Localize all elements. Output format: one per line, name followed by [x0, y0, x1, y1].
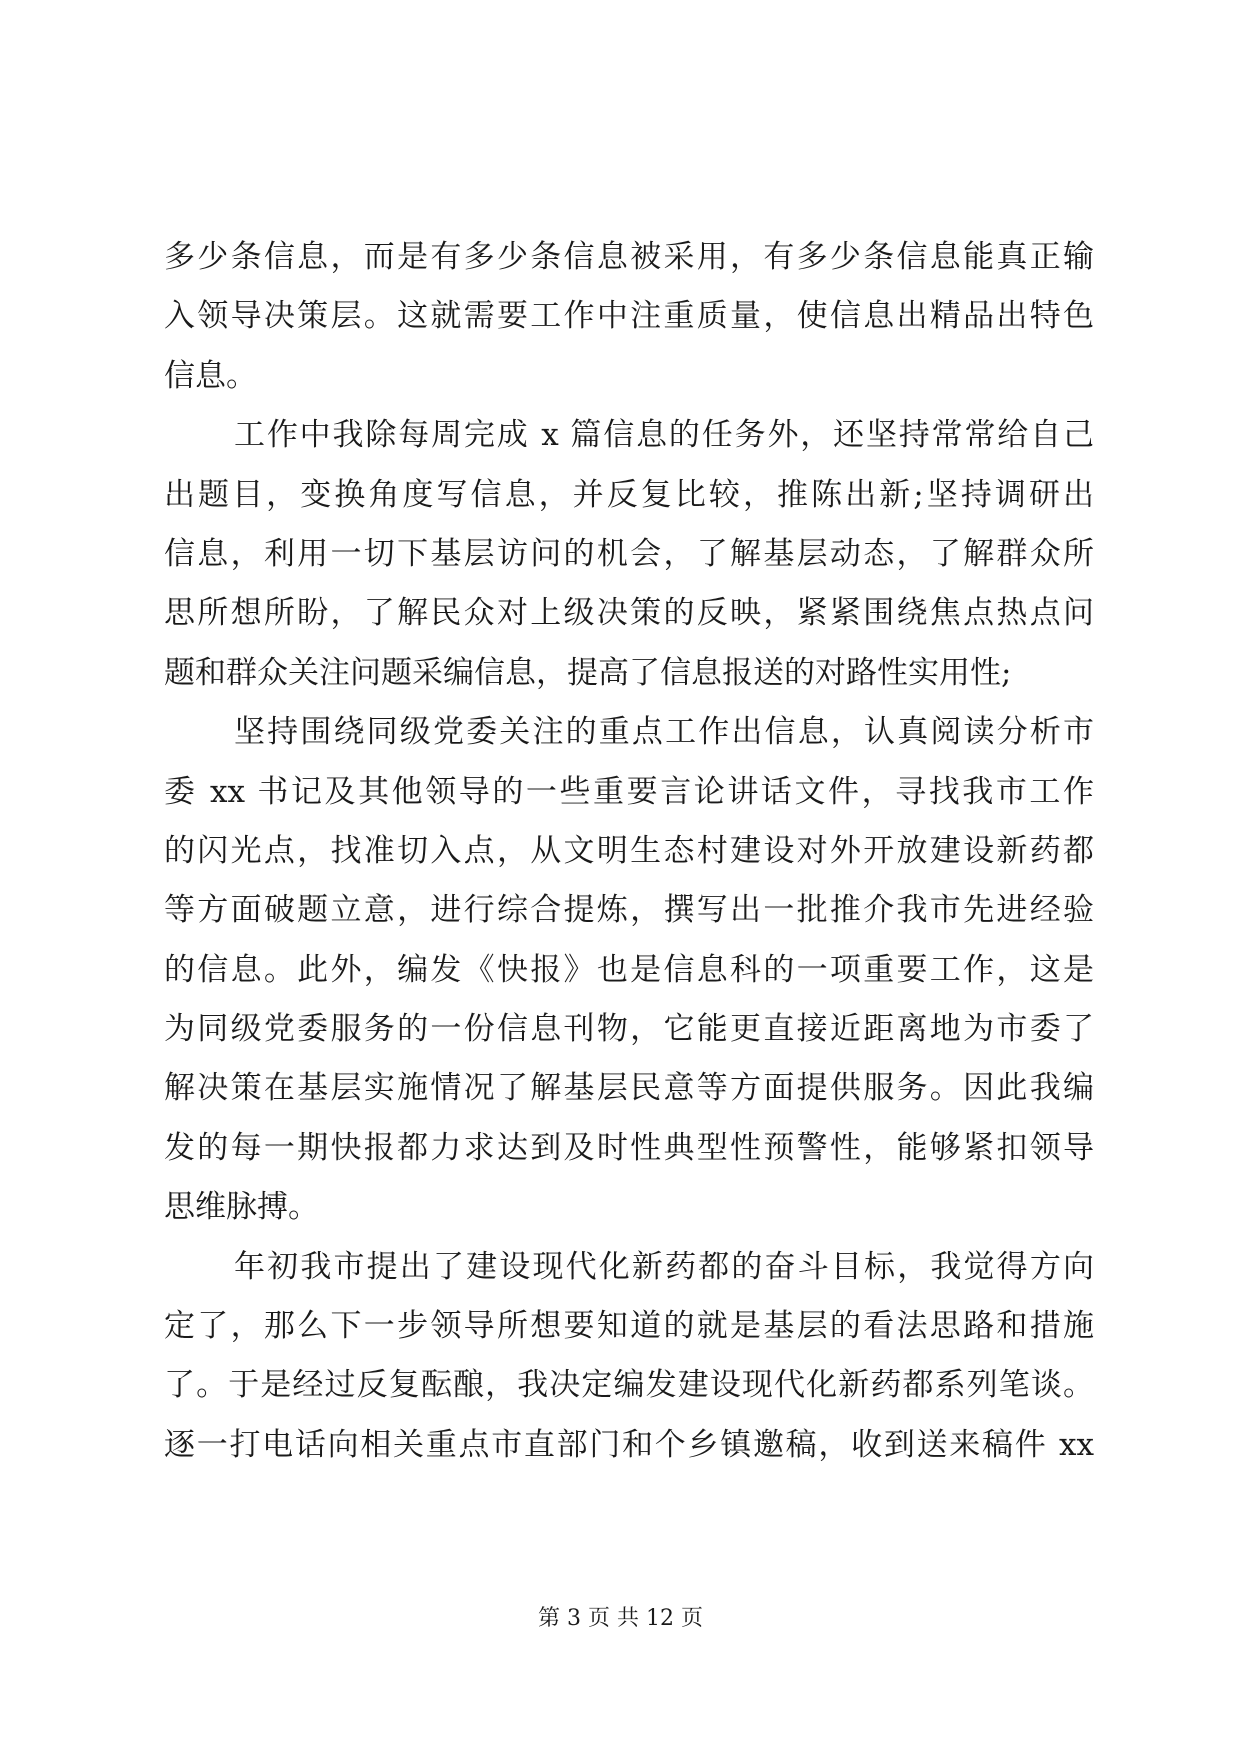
paragraph-first-line: 年初我市提出了建设现代化新药都的奋斗目标，我觉得方向 — [234, 1248, 1094, 1285]
text-line: 发的每一期快报都力求达到及时性典型性预警性，能够紧扣领导 — [164, 1129, 1094, 1166]
text-line: 等方面破题立意，进行综合提炼，撰写出一批推介我市先进经验 — [164, 892, 1094, 929]
text-line: 为同级党委服务的一份信息刊物，它能更直接近距离地为市委了 — [164, 1011, 1094, 1048]
text-line: 题和群众关注问题采编信息，提高了信息报送的对路性实用性; — [164, 654, 1012, 691]
text-line: 了。于是经过反复酝酿，我决定编发建设现代化新药都系列笔谈。 — [164, 1367, 1094, 1404]
text-line: 多少条信息，而是有多少条信息被采用，有多少条信息能真正输 — [164, 239, 1094, 275]
paragraph-first-line: 工作中我除每周完成 x 篇信息的任务外，还坚持常常给自己 — [234, 417, 1094, 454]
page-footer — [0, 1604, 1241, 1634]
text-line: 的信息。此外，编发《快报》也是信息科的一项重要工作，这是 — [164, 951, 1094, 988]
text-line: 思所想所盼，了解民众对上级决策的反映，紧紧围绕焦点热点问 — [164, 595, 1094, 632]
text-line: 委 xx 书记及其他领导的一些重要言论讲话文件，寻找我市工作 — [164, 773, 1094, 810]
text-line: 入领导决策层。这就需要工作中注重质量，使信息出精品出特色 — [164, 298, 1094, 335]
page-number: 第 3 页 共 12 页 — [538, 1606, 703, 1631]
text-line: 的闪光点，找准切入点，从文明生态村建设对外开放建设新药都 — [164, 832, 1094, 869]
text-line: 定了，那么下一步领导所想要知道的就是基层的看法思路和措施 — [164, 1308, 1094, 1345]
text-line: 思维脉搏。 — [164, 1189, 319, 1226]
text-line: 逐一打电话向相关重点市直部门和个乡镇邀稿，收到送来稿件 xx — [164, 1426, 1094, 1463]
text-line: 信息。 — [164, 357, 257, 394]
text-line: 出题目，变换角度写信息，并反复比较，推陈出新;坚持调研出 — [164, 476, 1094, 513]
body-text — [164, 228, 1094, 1475]
text-line: 解决策在基层实施情况了解基层民意等方面提供服务。因此我编 — [164, 1070, 1094, 1107]
paragraph-first-line: 坚持围绕同级党委关注的重点工作出信息，认真阅读分析市 — [234, 714, 1094, 751]
text-line: 信息，利用一切下基层访问的机会，了解基层动态，了解群众所 — [164, 535, 1094, 572]
